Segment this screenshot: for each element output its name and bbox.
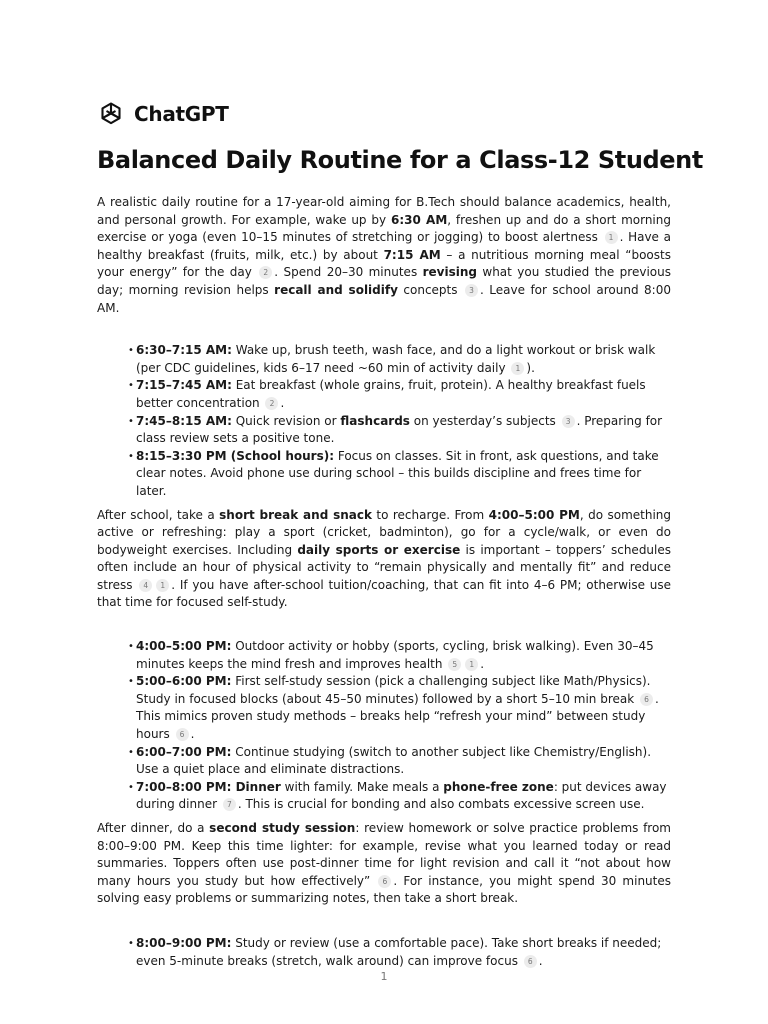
citation-badge[interactable]: 6 — [378, 875, 391, 888]
bold-term: recall and solidify — [274, 282, 398, 297]
text-run: on yesterday’s subjects — [409, 413, 560, 428]
bold-time: 7:15 AM — [383, 247, 441, 262]
bold-term: second study session — [209, 821, 356, 835]
evening-schedule-list — [97, 638, 671, 814]
text-run: Outdoor activity or hobby (sports, cycling, brisk walking). Even 30–45 minutes keeps the mind fresh and improves health — [136, 639, 654, 671]
text-run: ). — [526, 360, 535, 375]
schedule-time: 4:00–5:00 PM: — [136, 639, 232, 654]
schedule-time: 8:15–3:30 PM (School hours): — [136, 448, 335, 463]
text-run: – a nutritious morning meal “boosts your energy” for the day — [97, 247, 671, 280]
document-body — [97, 194, 671, 970]
openai-logo-icon — [97, 100, 125, 128]
citation-badge[interactable]: 1 — [156, 579, 169, 592]
citation-badge[interactable]: 1 — [465, 658, 478, 671]
citation-badge[interactable]: 1 — [511, 362, 524, 375]
text-run: Eat breakfast (whole grains, fruit, protein). A healthy breakfast fuels better concentration — [136, 378, 646, 410]
text-run: First self-study session (pick a challenging subject like Math/Physics). Study in focused blocks (about 45–50 minutes) followed by a short 5–10 min break — [136, 674, 651, 706]
citation-badge[interactable]: 3 — [465, 284, 478, 297]
text-run: . Have a healthy breakfast (fruits, milk, etc.) by about — [97, 230, 671, 262]
list-item — [136, 744, 671, 779]
bold-time: 6:30 AM — [390, 212, 448, 227]
schedule-time: 7:15–7:45 AM: — [136, 378, 232, 393]
text-run: . Leave for school around 8:00 AM. — [97, 282, 671, 315]
text-run: . Spend 20–30 minutes — [274, 265, 423, 280]
text-run: . If you have after-school tuition/coaching, that can fit into 4–6 PM; otherwise use that time for focused self-study. — [97, 577, 672, 610]
text-run: with family. Make meals a — [280, 779, 444, 794]
schedule-time: 6:00–7:00 PM: — [136, 744, 232, 759]
citation-badge[interactable]: 2 — [265, 397, 278, 410]
text-run: Continue studying (switch to another subject like Chemistry/English). Use a quiet place and eliminate distractions. — [136, 744, 652, 777]
schedule-time: 5:00–6:00 PM: — [136, 674, 232, 689]
bold-term: phone-free zone — [443, 779, 554, 794]
citation-badge[interactable]: 1 — [605, 231, 618, 244]
after-school-paragraph — [97, 507, 671, 613]
text-run: : review homework or solve practice problems from 8:00–9:00 PM. Keep this time lighter: for example, revise what you learned today or read summaries. Toppers often use post-dinner time for light revision and call it “not about how many hours you study but how effectively” — [97, 821, 671, 888]
text-run: , do something active or refreshing: play a sport (cricket, badminton), go for a cycle/walk, or even do bodyweight exercises. Including — [97, 507, 672, 557]
list-item — [136, 448, 671, 501]
text-run: : put devices away during dinner — [136, 779, 667, 812]
schedule-time: 7:00–8:00 PM: Dinner — [136, 779, 281, 794]
bold-term: revising — [422, 265, 477, 280]
text-run: . — [280, 395, 285, 410]
citation-badge[interactable]: 2 — [259, 266, 272, 279]
text-run: to recharge. From — [371, 507, 489, 522]
text-run: Wake up, brush teeth, wash face, and do a light workout or brisk walk (per CDC guidelines, kids 6–17 need ~60 min of activity daily — [136, 343, 656, 375]
text-run: After school, take a — [97, 507, 220, 522]
brand-header — [97, 100, 229, 128]
text-run: Quick revision or — [231, 413, 341, 428]
list-item — [136, 413, 671, 448]
text-run: concepts — [397, 282, 463, 297]
schedule-time: 7:45–8:15 AM: — [136, 413, 232, 428]
list-item — [136, 377, 671, 412]
citation-badge[interactable]: 4 — [139, 579, 152, 592]
text-run: . For instance, you might spend 30 minutes solving easy problems or summarizing notes, then take a short break. — [97, 873, 672, 906]
text-run: After dinner, do a — [97, 821, 210, 835]
bold-term: flashcards — [340, 413, 410, 428]
list-item — [136, 638, 671, 673]
after-dinner-paragraph — [97, 820, 671, 908]
night-schedule-list — [97, 935, 671, 970]
citation-badge[interactable]: 7 — [223, 798, 236, 811]
text-run: . — [480, 656, 485, 671]
citation-badge[interactable]: 6 — [524, 955, 537, 968]
citation-badge[interactable]: 6 — [640, 693, 653, 706]
text-run: Study or review (use a comfortable pace). Take short breaks if needed; even 5-minute breaks (stretch, walk around) can improve focus — [136, 935, 662, 968]
text-run: , freshen up and do a short morning exercise or yoga (even 10–15 minutes of stretching or jogging) to boost alertness — [97, 212, 671, 245]
morning-schedule-list — [97, 342, 671, 500]
text-run: what you studied the previous day; morning revision helps — [97, 265, 671, 297]
list-item — [136, 935, 671, 970]
text-run: A realistic daily routine for a 17-year-old aiming for B.Tech should balance academics, health, and personal growth. For example, wake up by — [97, 195, 671, 227]
text-run: Focus on classes. Sit in front, ask questions, and take clear notes. Avoid phone use during school – this builds discipline and frees time for later. — [136, 448, 659, 498]
text-run: . This is crucial for bonding and also combats excessive screen use. — [237, 797, 645, 812]
page-title: Balanced Daily Routine for a Class-12 Student — [97, 146, 703, 174]
list-item — [136, 342, 671, 377]
text-run: . — [538, 953, 543, 968]
text-run: . — [190, 727, 195, 742]
citation-badge[interactable]: 5 — [448, 658, 461, 671]
page-number: 1 — [380, 970, 388, 983]
text-run: . This mimics proven study methods – breaks help “refresh your mind” between study hours — [136, 691, 659, 742]
list-item — [136, 673, 671, 743]
schedule-time: 6:30–7:15 AM: — [136, 343, 232, 358]
schedule-time: 8:00–9:00 PM: — [136, 935, 232, 950]
bold-time: 4:00–5:00 PM — [488, 507, 580, 522]
text-run: . Preparing for class review sets a positive tone. — [136, 413, 663, 446]
list-item — [136, 779, 671, 814]
text-run: is important – toppers’ schedules often include an hour of physical activity to “remain physically and mentally fit” and reduce stress — [97, 542, 672, 592]
citation-badge[interactable]: 6 — [176, 728, 189, 741]
bold-term: short break and snack — [219, 507, 372, 522]
citation-badge[interactable]: 3 — [562, 415, 575, 428]
bold-term: daily sports or exercise — [297, 542, 461, 557]
brand-name: ChatGPT — [134, 102, 229, 126]
intro-paragraph — [97, 194, 671, 317]
